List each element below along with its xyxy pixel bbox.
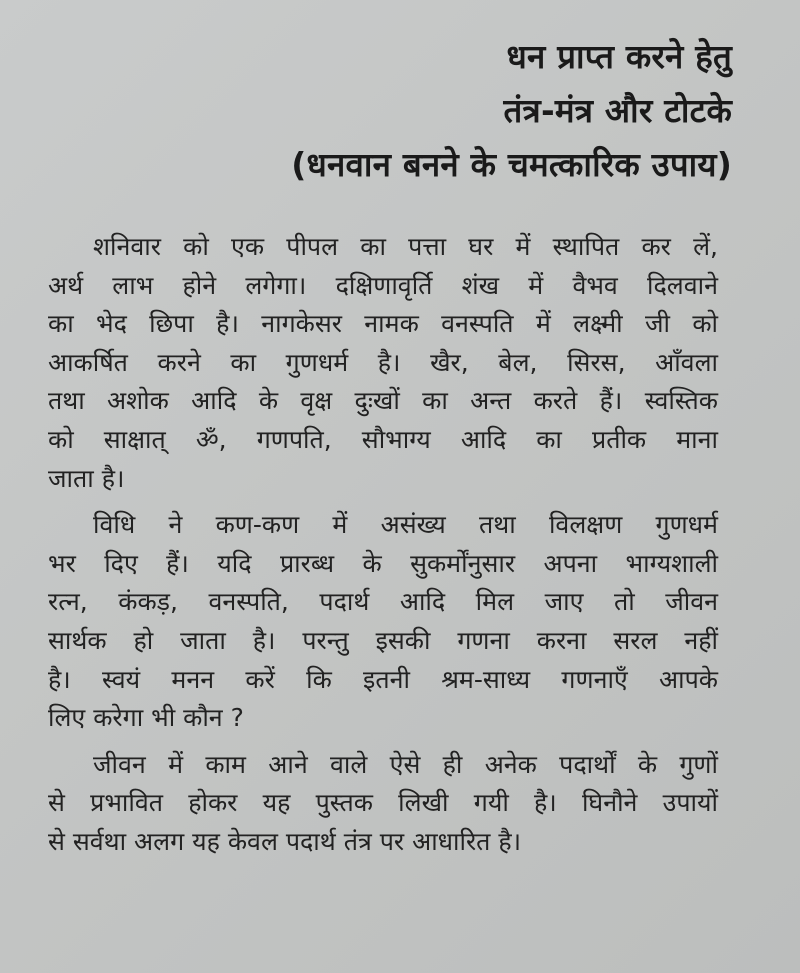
page-title [291, 30, 732, 192]
text-line: लिए करेगा भी कौन ? [48, 703, 244, 733]
text-line: आकर्षित करने का गुणधर्म है। खैर, बेल, सिरस, आँवला [48, 347, 718, 377]
text-line: शनिवार को एक पीपल का पत्ता घर में स्थापित कर लें, [93, 232, 718, 261]
text-line: विधि ने कण-कण में असंख्य तथा विलक्षण गुणधर्म [93, 510, 718, 540]
text-line: भर दिए हैं। यदि प्रारब्ध के सुकर्मोंनुसार अपना भाग्यशाली [48, 548, 718, 578]
paragraph-2 [48, 506, 718, 738]
title-line-2: तंत्र-मंत्र और टोटके [503, 91, 732, 130]
text-line: से सर्वथा अलग यह केवल पदार्थ तंत्र पर आधारित है। [48, 826, 522, 856]
text-line: सार्थक हो जाता है। परन्तु इसकी गणना करना सरल नहीं [48, 625, 718, 655]
paragraph-1 [48, 228, 718, 498]
text-line: जाता है। [48, 463, 125, 493]
text-line: जीवन में काम आने वाले ऐसे ही अनेक पदार्थों के गुणों [93, 749, 718, 779]
text-line: से प्रभावित होकर यह पुस्तक लिखी गयी है। घिनौने उपायों [48, 788, 718, 818]
body-text [48, 228, 718, 862]
title-line-1: धन प्राप्त करने हेतु [506, 37, 732, 76]
text-line: को साक्षात् ॐ, गणपति, सौभाग्य आदि का प्रतीक माना [48, 424, 718, 454]
text-line: अर्थ लाभ होने लगेगा। दक्षिणावृर्ति शंख में वैभव दिलवाने [48, 270, 718, 300]
text-line: का भेद छिपा है। नागकेसर नामक वनस्पति में लक्ष्मी जी को [48, 309, 718, 339]
paragraph-gap [48, 498, 718, 506]
subtitle-line: (धनवान बनने के चमत्कारिक उपाय) [291, 145, 732, 184]
paragraph-3 [48, 746, 718, 862]
text-line: रत्न, कंकड़, वनस्पति, पदार्थ आदि मिल जाए तो जीवन [48, 587, 718, 617]
text-line: है। स्वयं मनन करें कि इतनी श्रम-साध्य गणनाएँ आपके [48, 664, 718, 694]
text-line: तथा अशोक आदि के वृक्ष दुःखों का अन्त करते हैं। स्वस्तिक [48, 386, 718, 416]
paragraph-gap [48, 738, 718, 746]
